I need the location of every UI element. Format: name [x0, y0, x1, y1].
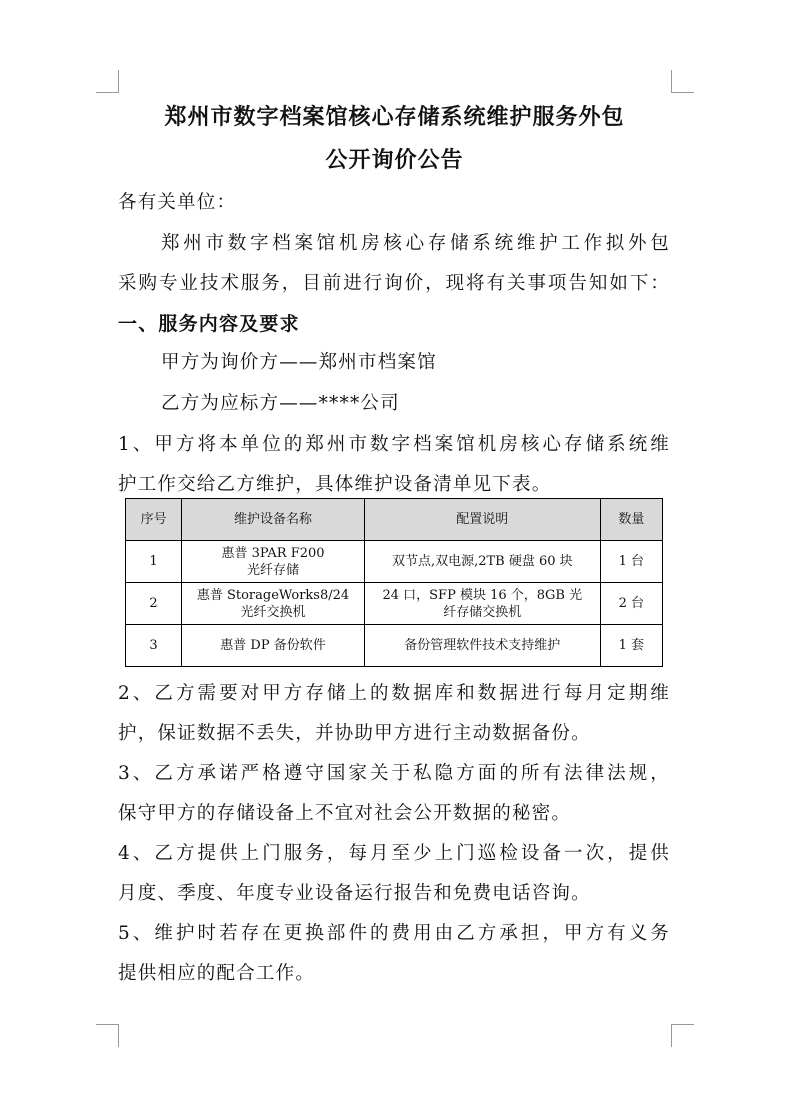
table-row	[126, 583, 663, 625]
item-1-line-1: 1、甲方将本单位的郑州市数字档案馆机房核心存储系统维	[118, 434, 670, 455]
table-row	[126, 625, 663, 667]
salutation: 各有关单位：	[118, 192, 237, 213]
crop-mark-top-right	[671, 70, 694, 93]
cell-qty: 1 套	[600, 625, 662, 667]
section-heading-1: 一、服务内容及要求	[118, 313, 300, 335]
cell-device-name	[182, 583, 365, 625]
item-1-line-2: 护工作交给乙方维护，具体维护设备清单见下表。	[118, 474, 552, 495]
device-name-line-1: 惠普 StorageWorks8/24	[196, 587, 350, 603]
item-5-line-2: 提供相应的配合工作。	[118, 963, 316, 984]
cell-device-name	[182, 625, 365, 667]
cell-device-name	[182, 541, 365, 583]
cell-config	[364, 625, 600, 667]
item-4-line-1: 4、乙方提供上门服务，每月至少上门巡检设备一次，提供	[118, 843, 670, 864]
device-name-line-1: 惠普 DP 备份软件	[220, 638, 326, 653]
header-no: 序号	[126, 499, 182, 541]
item-4-line-2: 月度、季度、年度专业设备运行报告和免费电话咨询。	[118, 883, 591, 904]
header-qty: 数量	[600, 499, 662, 541]
item-5-line-1: 5、维护时若存在更换部件的费用由乙方承担，甲方有义务	[118, 923, 670, 944]
table-header-row	[126, 499, 663, 541]
table-row	[126, 541, 663, 583]
header-device-name: 维护设备名称	[182, 499, 365, 541]
config-line-1: 24 口，SFP 模块 16 个，8GB 光	[382, 587, 583, 603]
device-name-line-2: 光纤存储	[247, 562, 300, 578]
item-3-line-2: 保守甲方的存储设备上不宜对社会公开数据的秘密。	[118, 803, 572, 824]
device-name-line-1: 惠普 3PAR F200	[221, 545, 325, 561]
item-2-line-1: 2、乙方需要对甲方存储上的数据库和数据进行每月定期维	[118, 683, 670, 704]
config-line-2: 纤存储交换机	[443, 604, 522, 620]
item-2-line-2: 护，保证数据不丢失，并协助甲方进行主动数据备份。	[118, 723, 591, 744]
cell-config	[364, 583, 600, 625]
party-b-line: 乙方为应标方——****公司	[161, 393, 400, 414]
config-line-1: 双节点,双电源,2TB 硬盘 60 块	[391, 554, 573, 569]
crop-mark-bottom-left	[96, 1024, 119, 1047]
header-config: 配置说明	[364, 499, 600, 541]
cell-no: 1	[126, 541, 182, 583]
cell-qty: 2 台	[600, 583, 662, 625]
cell-no: 3	[126, 625, 182, 667]
crop-mark-top-left	[96, 70, 119, 93]
party-a-line: 甲方为询价方——郑州市档案馆	[161, 352, 437, 373]
equipment-table	[125, 498, 663, 667]
intro-line-1: 郑州市数字档案馆机房核心存储系统维护工作拟外包	[161, 233, 670, 254]
document-subtitle: 公开询价公告	[325, 148, 464, 173]
document-title: 郑州市数字档案馆核心存储系统维护服务外包	[164, 105, 625, 130]
item-3-line-1: 3、乙方承诺严格遵守国家关于私隐方面的所有法律法规，	[118, 763, 670, 784]
cell-no: 2	[126, 583, 182, 625]
intro-line-2: 采购专业技术服务，目前进行询价，现将有关事项告知如下：	[118, 273, 670, 294]
device-name-line-2: 光纤交换机	[240, 604, 306, 620]
config-line-1: 备份管理软件技术支持维护	[404, 638, 561, 653]
cell-config	[364, 541, 600, 583]
cell-qty: 1 台	[600, 541, 662, 583]
crop-mark-bottom-right	[671, 1024, 694, 1047]
